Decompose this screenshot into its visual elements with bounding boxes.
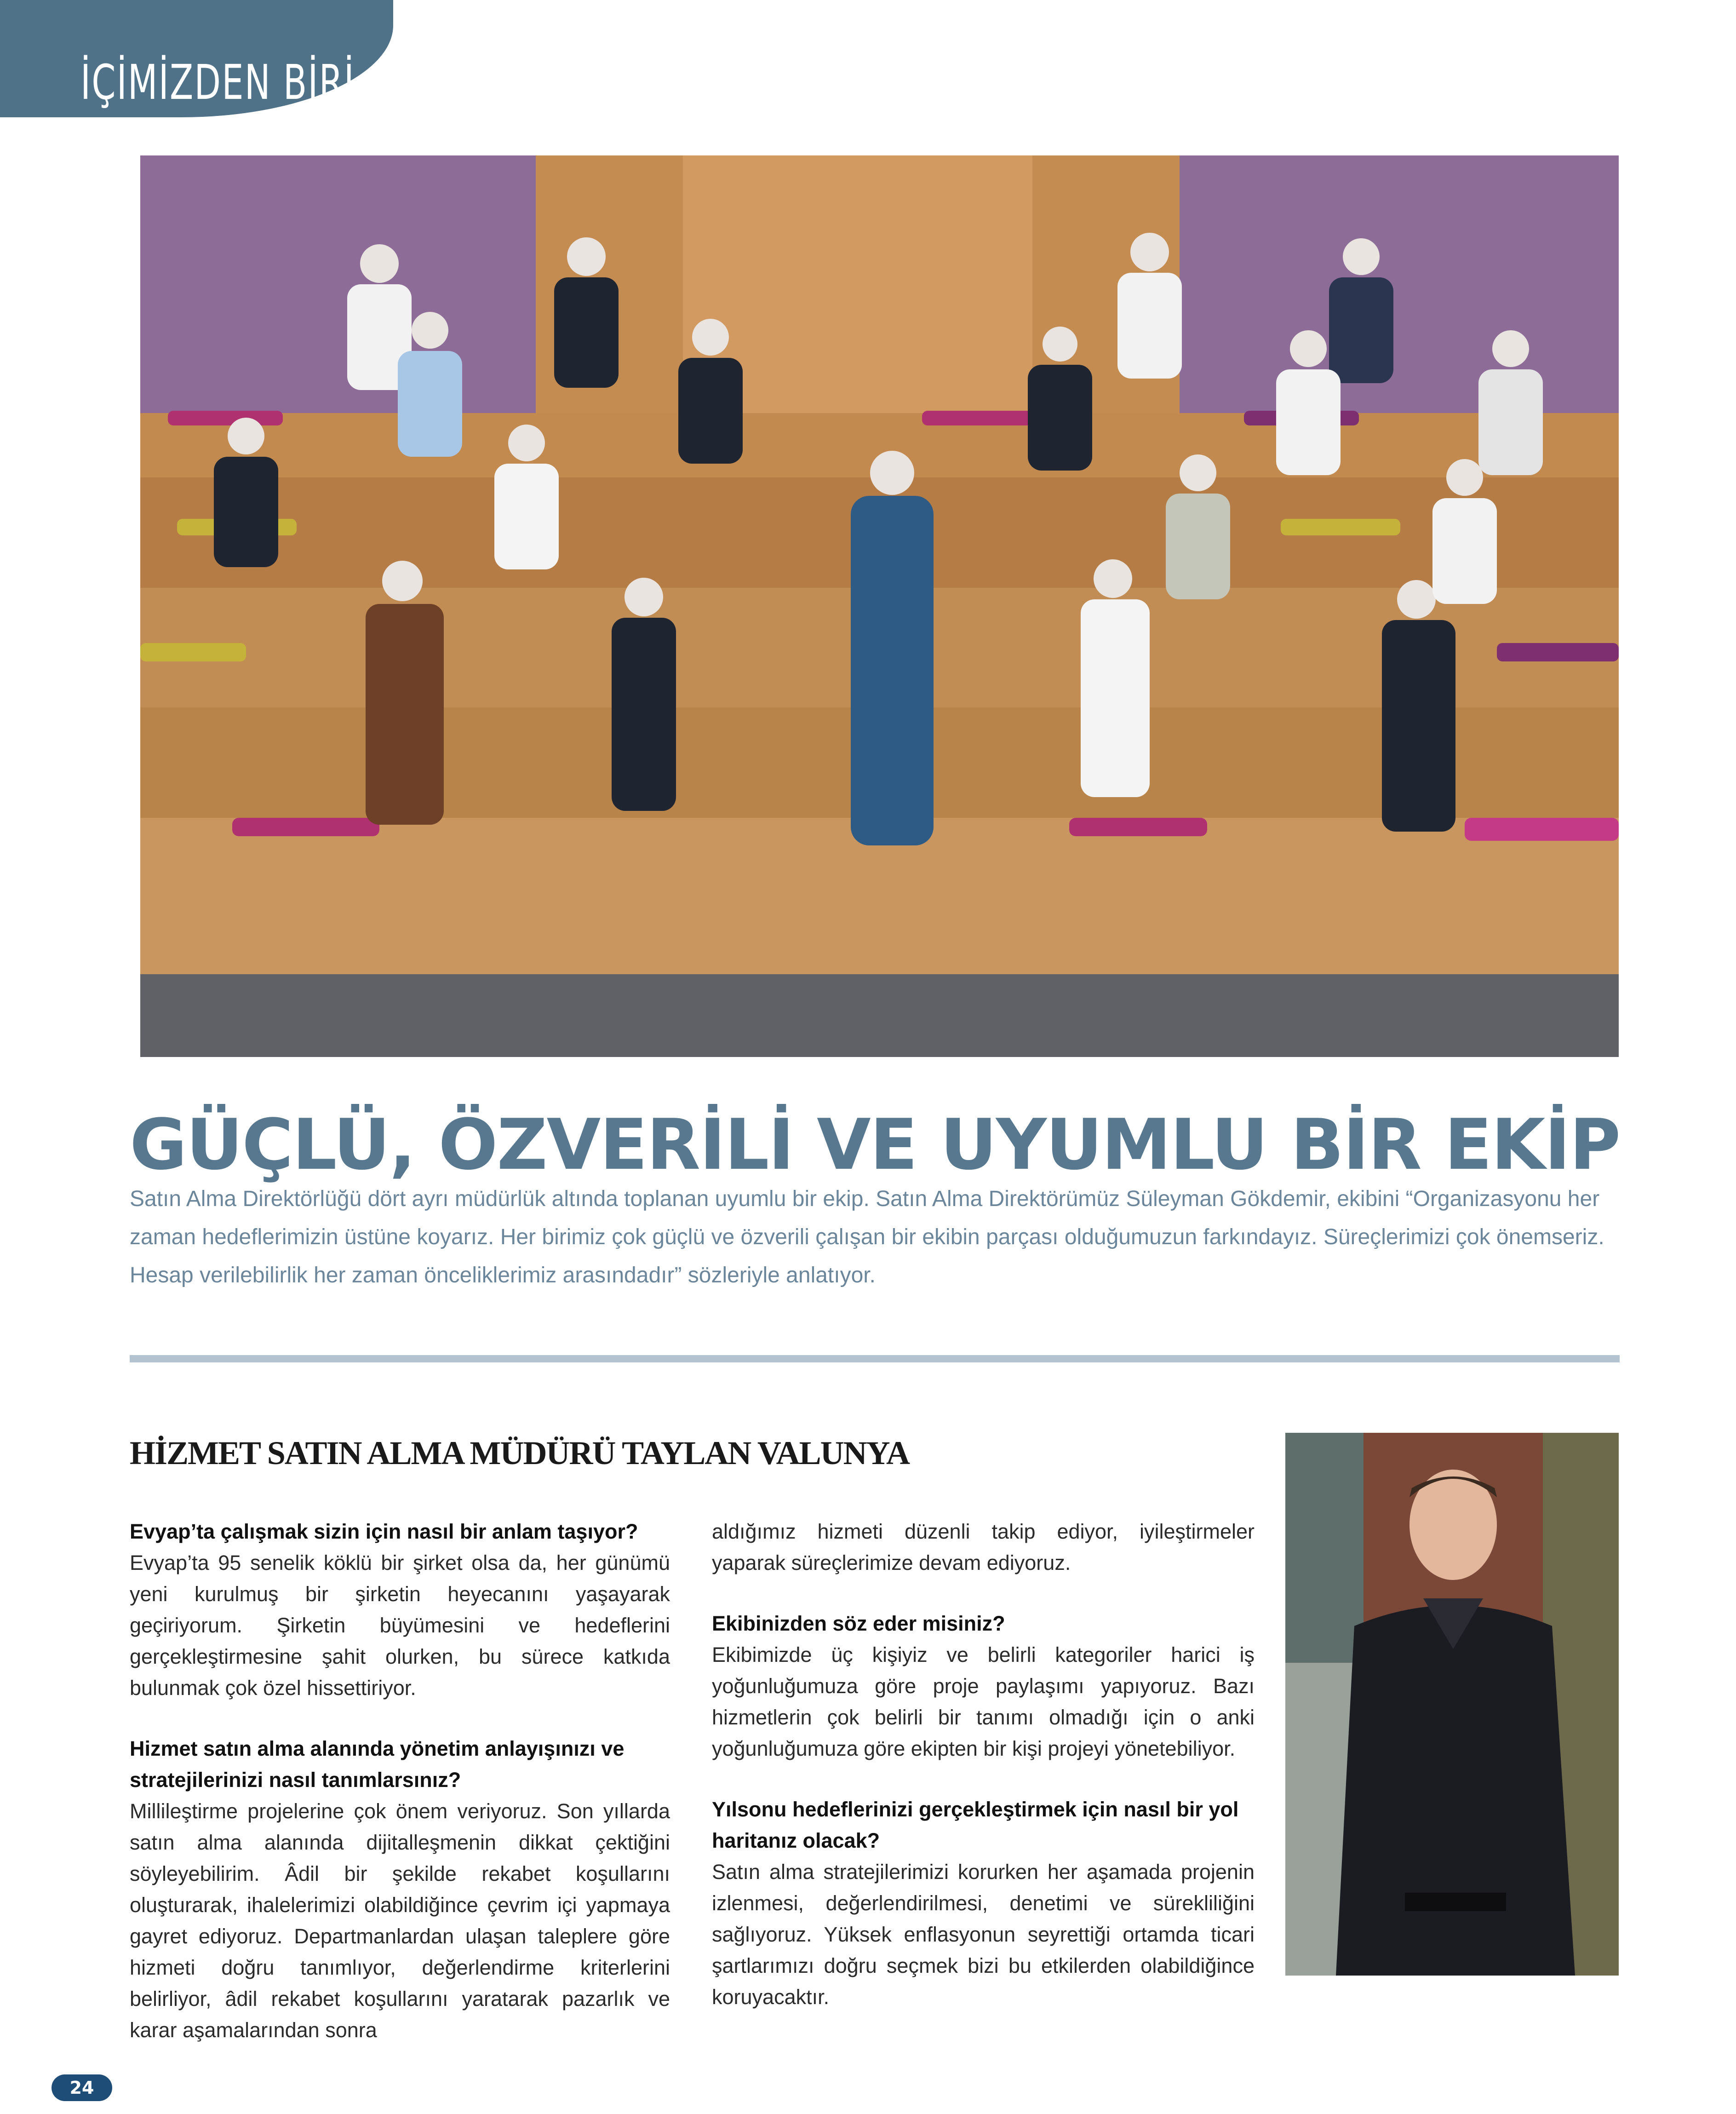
interview-column-right (712, 1516, 1255, 2013)
section-divider (130, 1355, 1620, 1362)
interview-column-left (130, 1516, 670, 2046)
answer-3: Ekibimizde üç kişiyiz ve belirli kategoriler harici iş yoğunluğumuza göre proje paylaşımı yapıyoruz. Bazı hizmetlerin çok belirli bir tanımı olmadığı için o anki yoğunluğumuza göre ekipten bir kişi projeyi yönetebiliyor. (712, 1643, 1255, 1760)
interview-title: HİZMET SATIN ALMA MÜDÜRÜ TAYLAN VALUNYA (130, 1435, 910, 1471)
page-number: 24 (52, 2074, 112, 2101)
answer-2-continued: aldığımız hizmeti düzenli takip ediyor, iyileştirmeler yaparak süreçlerimize devam ediyoruz. (712, 1520, 1255, 1574)
section-label: İÇİMİZDEN BİRİ (80, 54, 355, 110)
question-3: Ekibinizden söz eder misiniz? (712, 1612, 1005, 1635)
paragraph-gap (712, 1579, 1255, 1608)
paragraph-gap (130, 1704, 670, 1733)
team-photo-illustration (140, 155, 1619, 1057)
headline: GÜÇLÜ, ÖZVERİLİ VE UYUMLU BİR EKİP (130, 1104, 1620, 1185)
paragraph-gap (712, 1764, 1255, 1794)
intro-paragraph: Satın Alma Direktörlüğü dört ayrı müdürlük altında toplanan uyumlu bir ekip. Satın Alma Direktörümüz Süleyman Gökdemir, ekibini “Organizasyonu her zaman hedeflerimizin üstüne koyarız. Her birimiz çok güçlü ve özverili çalışan bir ekibin parçası olduğumuzun farkındayız. Süreçlerimizi çok önemseriz. Hesap verilebilirlik her zaman önceliklerimiz arasındadır” sözleriyle anlatıyor. (130, 1187, 1604, 1287)
question-2: Hizmet satın alma alanında yönetim anlayışınızı ve stratejilerinizi nasıl tanımlarsınız? (130, 1737, 625, 1792)
portrait-photo (1285, 1433, 1619, 1976)
question-4: Yılsonu hedeflerinizi gerçekleştirmek için nasıl bir yol haritanız olacak? (712, 1798, 1239, 1852)
question-1: Evyap’ta çalışmak sizin için nasıl bir anlam taşıyor? (130, 1520, 638, 1543)
answer-4: Satın alma stratejilerimizi korurken her aşamada projenin izlenmesi, değerlendirilmesi, denetimi ve sürekliliğini sağlıyoruz. Yüksek enflasyonun seyrettiği ortamda ticari şartlarımızı doğru seçmek bizi bu etkilerden olabildiğince koruyacaktır. (712, 1860, 1255, 2009)
portrait-illustration (1285, 1433, 1619, 1976)
answer-1: Evyap’ta 95 senelik köklü bir şirket olsa da, her günümü yeni kurulmuş bir şirketin heyecanını yaşayarak geçiriyorum. Şirketin büyümesini ve hedeflerini gerçekleştirmesine şahit olurken, bu sürece katkıda bulunmak çok özel hissettiriyor. (130, 1551, 670, 1700)
answer-2: Millileştirme projelerine çok önem veriyoruz. Son yıllarda satın alma alanında dijitalleşmenin dikkat çektiğini söyleyebilirim. Âdil bir şekilde rekabet koşullarını oluşturarak, ihalelerimizi olabildiğince çevrim içi yapmaya gayret ediyoruz. Departmanlardan ulaşan taleplere göre hizmeti doğru tanımlıyor, değerlendirme kriterlerini belirliyor, âdil rekabet koşullarını yaratarak pazarlık ve karar aşamalarından sonra (130, 1799, 670, 2042)
team-photo (140, 155, 1619, 1057)
